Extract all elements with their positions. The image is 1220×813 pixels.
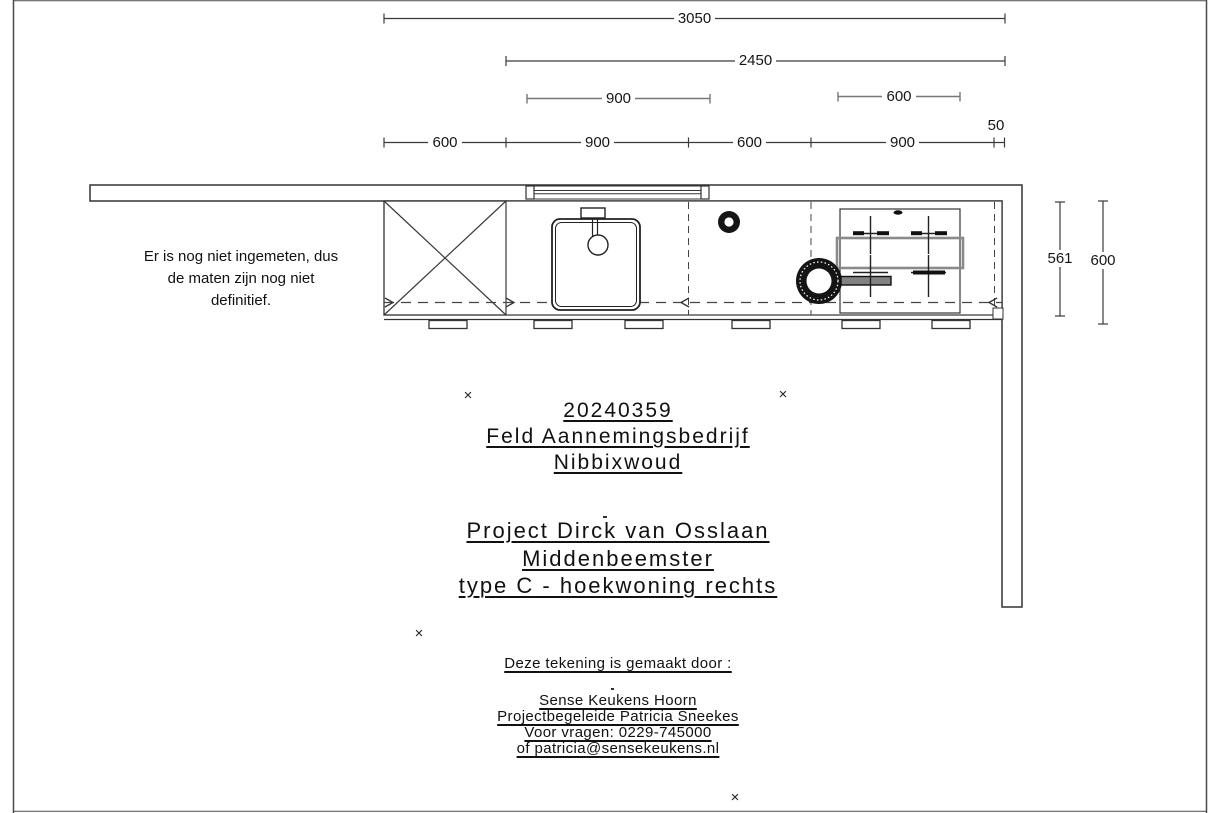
- cross-marker-1: ×: [463, 387, 473, 404]
- note-line-2: de maten zijn nog niet: [167, 270, 315, 287]
- dim-window-width: 900: [527, 90, 710, 107]
- client-name: Feld Aannemingsbedrijf: [486, 425, 750, 448]
- cabinet-run: [384, 201, 1003, 329]
- pan-handle: [841, 277, 891, 286]
- cross-marker-4: ×: [730, 789, 740, 806]
- house-type: type C - hoekwoning rechts: [458, 573, 778, 598]
- credits-email: of patricia@sensekeukens.nl: [516, 740, 720, 757]
- dim-end-filler: 50: [973, 117, 1019, 134]
- window-icon: [526, 186, 709, 199]
- dim-right-span: 2450: [506, 52, 1005, 69]
- dim-segment-4: 900: [811, 134, 994, 151]
- dim-depth-total: 600: [1073, 252, 1133, 269]
- stray-dot-1: [603, 516, 607, 518]
- title-block-order: [408, 398, 828, 476]
- worktop-socket-icon: [718, 211, 740, 233]
- credits-contact: Projectbegeleide Patricia Sneekes: [497, 708, 739, 725]
- credits-phone: Voor vragen: 0229-745000: [524, 724, 712, 741]
- cross-marker-3: ×: [414, 625, 424, 642]
- credits-company: Sense Keukens Hoorn: [539, 692, 697, 709]
- end-filler: [993, 308, 1003, 319]
- title-block-project: [398, 517, 838, 600]
- credits-heading-wrap: [438, 655, 798, 672]
- credits-block: [438, 693, 798, 757]
- sink-icon: [552, 208, 640, 310]
- dim-depth-inner: 561: [1030, 250, 1090, 267]
- note-line-1: Er is nog niet ingemeten, dus: [143, 248, 339, 265]
- cross-marker-2: ×: [778, 386, 788, 403]
- project-city: Middenbeemster: [522, 545, 714, 571]
- dim-segment-3: 600: [688, 134, 811, 151]
- order-number: 20240359: [563, 399, 673, 422]
- project-name: Project Dirck van Osslaan: [466, 518, 770, 543]
- dim-total-width: 3050: [384, 10, 1005, 27]
- credits-heading: Deze tekening is gemaakt door :: [504, 655, 732, 672]
- measurement-note: [116, 246, 366, 312]
- note-line-3: definitief.: [210, 292, 272, 309]
- stray-dot-2: [611, 688, 614, 690]
- dim-hob-width: 600: [838, 88, 960, 105]
- client-city: Nibbixwoud: [553, 451, 683, 474]
- dim-segment-2: 900: [506, 134, 689, 151]
- cabinet-feet: [429, 321, 970, 329]
- dim-segment-1: 600: [384, 134, 506, 151]
